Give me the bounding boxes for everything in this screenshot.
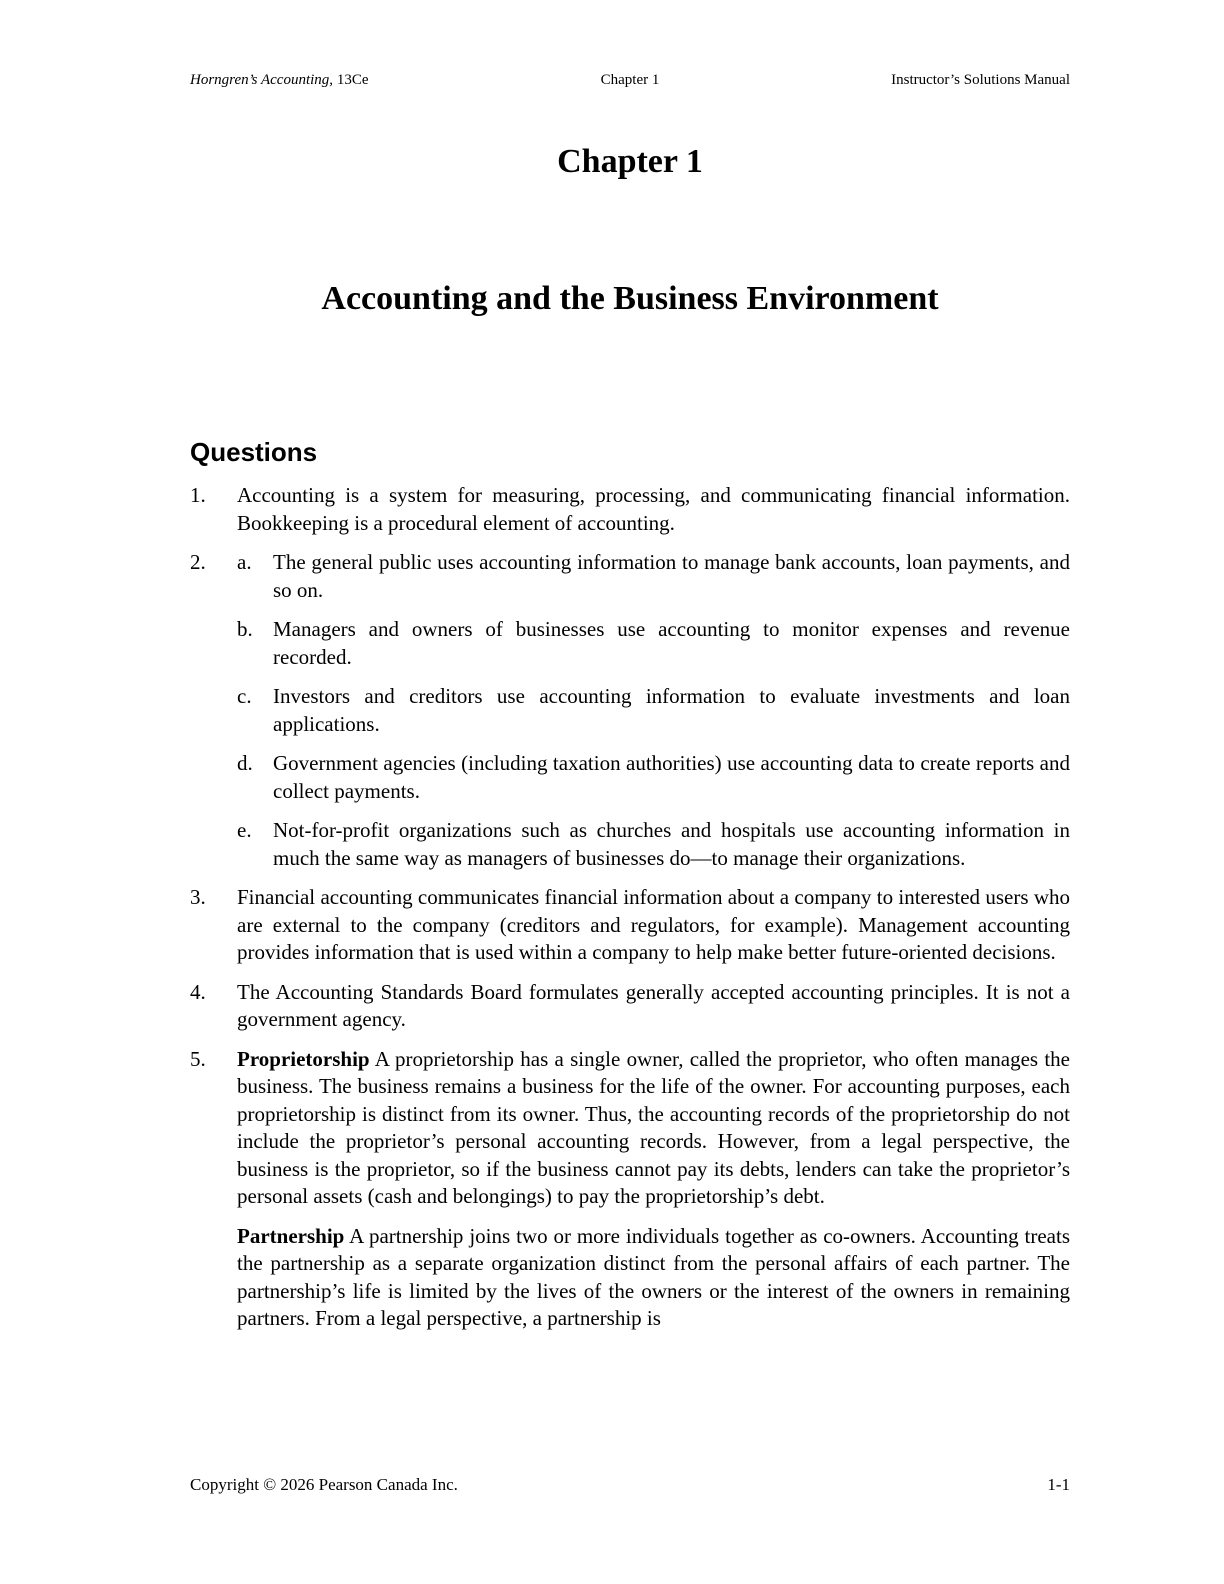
sub-item-letter: e. xyxy=(237,818,252,842)
question-text: The Accounting Standards Board formulates generally accepted accounting principles. It is not a government agency. xyxy=(237,979,1070,1031)
header-book-name: Horngren’s Accounting, xyxy=(190,72,334,88)
sub-item-letter: a. xyxy=(237,550,252,574)
partnership-paragraph xyxy=(237,1223,1070,1333)
question-text: Financial accounting communicates financial information about a company to interested users who are external to the company (creditors and regulators, for example). Management accounting provides information that is used within a company to help make better future-oriented decisions. xyxy=(237,885,1070,964)
footer-copyright: Copyright © 2026 Pearson Canada Inc. xyxy=(190,1475,458,1494)
chapter-title: Accounting and the Business Environment xyxy=(321,280,939,317)
term-partnership: Partnership xyxy=(237,1223,345,1248)
question-3 xyxy=(190,884,1070,967)
questions-list xyxy=(190,482,1070,1345)
term-proprietorship: Proprietorship xyxy=(237,1046,370,1071)
sub-item-c xyxy=(237,683,1070,738)
section-heading: Questions xyxy=(190,437,318,467)
question-number: 1. xyxy=(190,483,206,507)
question-4 xyxy=(190,979,1070,1034)
footer-page-number: 1-1 xyxy=(1047,1475,1070,1494)
sub-item-e xyxy=(237,817,1070,872)
question-number: 4. xyxy=(190,979,206,1004)
running-header xyxy=(190,72,1070,94)
proprietorship-paragraph xyxy=(237,1046,1070,1211)
question-5 xyxy=(190,1046,1070,1333)
header-chapter: Chapter 1 xyxy=(600,72,660,88)
header-manual: Instructor’s Solutions Manual xyxy=(891,72,1070,88)
sub-item-letter: c. xyxy=(237,684,252,708)
paragraph-text: A partnership joins two or more individuals together as co-owners. Accounting treats the partnership as a separate organization distinct from the personal affairs of each partner. The partnership’s life is limited by the lives of the owners or the interest of the owners in remaining partners. From a legal perspective, a partnership is xyxy=(237,1223,1070,1330)
paragraph-text: A proprietorship has a single owner, called the proprietor, who often manages the business. The business remains a business for the life of the owner. For accounting purposes, each proprietorship is distinct from its owner. Thus, the accounting records of the proprietorship do not include the proprietor’s personal accounting records. However, from a legal perspective, the business is the proprietor, so if the business cannot pay its debts, lenders can take the proprietor’s personal assets (cash and belongings) to pay the proprietorship’s debt. xyxy=(237,1046,1070,1208)
question-2 xyxy=(190,549,1070,872)
question-1 xyxy=(190,482,1070,537)
sub-item-text: Government agencies (including taxation authorities) use accounting data to create reports and collect payments. xyxy=(273,751,1070,803)
sub-item-text: Investors and creditors use accounting information to evaluate investments and loan applications. xyxy=(273,684,1070,736)
sub-item-text: Managers and owners of businesses use accounting to monitor expenses and revenue recorded. xyxy=(273,617,1070,669)
question-number: 5. xyxy=(190,1046,206,1071)
sub-item-text: The general public uses accounting information to manage bank accounts, loan payments, and so on. xyxy=(273,550,1070,602)
chapter-label: Chapter 1 xyxy=(557,143,703,180)
question-text: Accounting is a system for measuring, processing, and communicating financial information. Bookkeeping is a procedural element of accounting. xyxy=(237,483,1070,535)
sub-item-b xyxy=(237,616,1070,671)
sub-item-letter: b. xyxy=(237,617,253,641)
question-number: 2. xyxy=(190,550,206,574)
sub-item-letter: d. xyxy=(237,751,253,775)
sub-item-d xyxy=(237,750,1070,805)
sub-item-a xyxy=(237,549,1070,604)
question-number: 3. xyxy=(190,885,206,909)
sub-item-text: Not-for-profit organizations such as churches and hospitals use accounting information in much the same way as managers of businesses do—to manage their organizations. xyxy=(273,818,1070,870)
header-edition: 13Ce xyxy=(333,72,369,88)
